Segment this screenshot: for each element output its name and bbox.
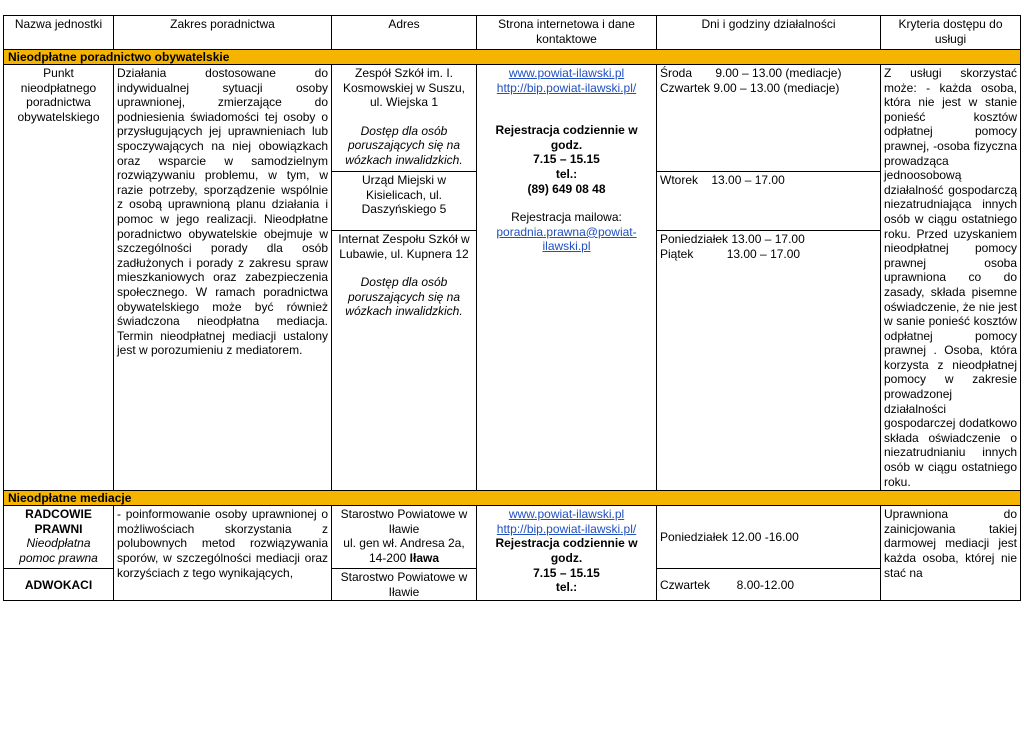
section-mediation (4, 491, 1021, 506)
contact-cell (477, 506, 657, 601)
section-civic-advice (4, 50, 1021, 65)
section-title: Nieodpłatne mediacje (4, 491, 1021, 506)
accessibility-note: Dostęp dla osób poruszających się na wózkach inwalidzkich. (345, 275, 463, 319)
unit-legal-advisers: RADCOWIE PRAWNI (25, 507, 92, 536)
hours-cell (657, 65, 881, 172)
hours-cell (657, 172, 881, 231)
hours-cell (657, 506, 881, 569)
registration-hours: 7.15 – 15.15 (533, 565, 600, 580)
hours-cell (657, 569, 881, 601)
registration-title: Rejestracja codziennie w godz. (495, 536, 638, 565)
criteria-text: Uprawniona do zainicjowania takiej darmowej mediacji jest każda osoba, której nie stać na (881, 506, 1021, 601)
address-cell (332, 231, 477, 491)
hours-friday: Piątek 13.00 – 17.00 (660, 246, 801, 261)
contact-cell (477, 65, 657, 491)
hours-thursday: Czwartek 8.00-12.00 (660, 577, 795, 592)
bip-link[interactable]: http://bip.powiat-ilawski.pl/ (496, 521, 637, 536)
hours-cell (657, 231, 881, 491)
header-address: Adres (332, 16, 477, 50)
table-row (4, 65, 1021, 172)
unit-subtitle: Nieodpłatna pomoc prawna (19, 536, 98, 565)
scope-text: - poinformowanie osoby uprawnionej o możliwościach skorzystania z polubownych metod rozwiązywania sporów, w szczególności mediacji oraz korzyściach z tego wynikających, (114, 506, 332, 601)
header-criteria: Kryteria dostępu do usługi (881, 16, 1021, 50)
address-lubawa: Internat Zespołu Szkół w Lubawie, ul. Kupnera 12 (338, 232, 470, 261)
address-cell (332, 506, 477, 569)
header-name: Nazwa jednostki (4, 16, 114, 50)
unit-name: Punkt nieodpłatnego poradnictwa obywatelskiego (4, 65, 114, 491)
header-row (4, 16, 1021, 50)
section-title: Nieodpłatne poradnictwo obywatelskie (4, 50, 1021, 65)
email-link[interactable]: poradnia.prawna@powiat-ilawski.pl (496, 224, 637, 254)
registration-hours: 7.15 – 15.15 (533, 152, 600, 167)
header-scope: Zakres poradnictwa (114, 16, 332, 50)
website-link[interactable]: www.powiat-ilawski.pl (508, 507, 625, 522)
address-cell (332, 65, 477, 172)
unit-name (4, 506, 114, 569)
table-row (4, 506, 1021, 569)
hours-monday: Poniedziałek 12.00 -16.00 (660, 529, 799, 544)
hours-thursday: Czwartek 9.00 – 13.00 (mediacje) (660, 80, 840, 95)
address-cell: Starostwo Powiatowe w Iławie (332, 569, 477, 601)
registration-title: Rejestracja codziennie w godz. (495, 123, 638, 152)
accessibility-note: Dostęp dla osób poruszających się na wózkach inwalidzkich. (345, 123, 463, 167)
address-line: Starostwo Powiatowe w Iławie (340, 507, 468, 536)
hours-monday: Poniedziałek 13.00 – 17.00 (660, 232, 805, 246)
services-table (3, 15, 1021, 601)
hours-wednesday: Środa 9.00 – 13.00 (mediacje) (660, 66, 842, 80)
phone-label: tel.: (555, 580, 578, 595)
bip-link[interactable]: http://bip.powiat-ilawski.pl/ (496, 80, 637, 95)
mail-label: Rejestracja mailowa: (511, 210, 622, 225)
address-street: ul. gen wł. Andresa 2a, (343, 536, 465, 551)
header-hours: Dni i godziny działalności (657, 16, 881, 50)
hours-tuesday: Wtorek 13.00 – 17.00 (660, 173, 785, 187)
criteria-text: Z usługi skorzystać może: - każda osoba, która nie jest w stanie ponieść kosztów odpłatnej pomocy prawnej, -osoba fizyczna prowadząca jednoosobową działalność gospodarczą niezatrudniająca innych osób w ciągu ostatniego roku. Przed uzyskaniem nieodpłatnej pomocy prawnej osoba uprawniona co do zasady, składa pisemne oświadczenie, że nie jest w sanie ponieść kosztów odpłatnej pomocy prawnej . Osoba, która korzysta z nieodpłatnej pomocy w zakresie prowadzonej działalności gospodarczej dodatkowo składa oświadczenie o niezatrudnianiu innych osób w ciągu ostatniego roku. (881, 65, 1021, 491)
phone-number: (89) 649 08 48 (527, 181, 606, 196)
header-contact: Strona internetowa i dane kontaktowe (477, 16, 657, 50)
scope-text: Działania dostosowane do indywidualnej sytuacji osoby uprawnionej, zmierzające do podniesienia świadomości tej osoby o przysługujących jej uprawnieniach lub spoczywających na niej obowiązkach oraz wsparcie w samodzielnym rozwiązywaniu problemu, w tym, w razie potrzeby, sporządzenie wspólnie z osobą uprawnioną planu działania i pomoc w jego realizacji. Nieodpłatne poradnictwo obywatelskie obejmuje w szczególności porady dla osób zadłużonych i porady z zakresu spraw mieszkaniowych oraz zabezpieczenia społecznego. W ramach poradnictwa obywatelskiego może być również świadczona nieodpłatna mediacja. Termin nieodpłatnej mediacji ustalony jest w porozumieniu z mediatorem. (114, 65, 332, 491)
website-link[interactable]: www.powiat-ilawski.pl (508, 66, 625, 80)
address-susz: Zespół Szkół im. I. Kosmowskiej w Suszu, ul. Wiejska 1 (342, 66, 466, 110)
unit-advocates: ADWOKACI (4, 569, 114, 601)
phone-label: tel.: (555, 166, 578, 181)
address-city: Iława (409, 551, 440, 565)
address-postcode: 14-200 (368, 551, 407, 565)
address-kisielice: Urząd Miejski w Kisielicach, ul. Daszyńskiego 5 (332, 172, 477, 231)
